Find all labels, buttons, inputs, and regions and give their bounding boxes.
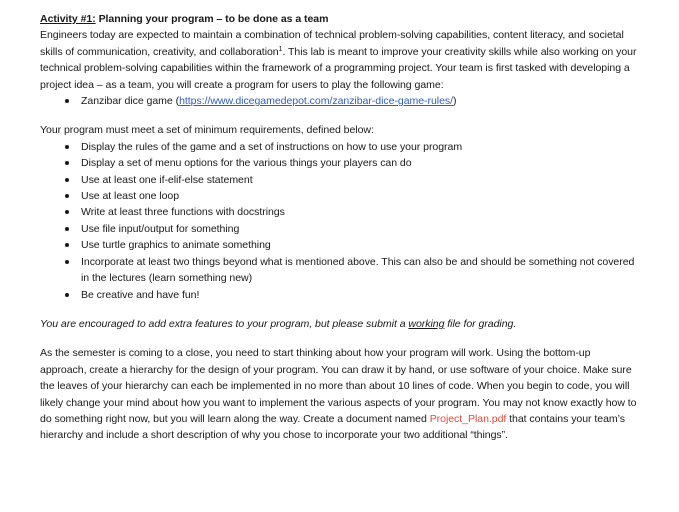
requirements-list <box>40 139 639 303</box>
requirements-intro: Your program must meet a set of minimum requirements, defined below: <box>40 124 374 137</box>
requirement-item: Display a set of menu options for the various things your players can do <box>40 155 639 171</box>
requirement-item: Use at least one if-elif-else statement <box>40 172 639 188</box>
footnote-marker: 1 <box>278 45 283 53</box>
note-text-end: file for grading. <box>444 317 517 330</box>
spacer <box>40 109 639 122</box>
note-emphasis: working <box>408 317 445 330</box>
game-rules-link[interactable]: https://www.dicegamedepot.com/zanzibar-dice-game-rules/ <box>179 95 454 108</box>
closing-text: As the semester is coming to a close, you need to start thinking about how your program will work. Using the bottom-up approach, create a hierarchy for the design of your program. You can draw it by hand, or use software of your choice. Make sure the leaves of your hierarchy can each be implemented in no more than about 10 lines of code. When you begin to code, you will likely change your mind about how you want to implement the various aspects of your program. You may not know exactly how to do something right now, but you will learn along the way. Create a document named <box>40 347 637 425</box>
requirement-item: Use at least one loop <box>40 188 639 204</box>
activity-title: Planning your program – to be done as a team <box>95 13 329 25</box>
activity-heading <box>40 11 639 27</box>
requirement-item: Display the rules of the game and a set of instructions on how to use your program <box>40 139 639 155</box>
intro-paragraph <box>40 27 639 93</box>
spacer <box>40 303 639 316</box>
closing-paragraph <box>40 345 639 443</box>
spacer <box>40 332 639 345</box>
note-text: You are encouraged to add extra features to your program, but please submit a <box>40 317 409 330</box>
requirement-item: Use file input/output for something <box>40 221 639 237</box>
deliverable-filename: Project_Plan.pdf <box>429 412 507 425</box>
game-item <box>40 93 639 109</box>
game-close-paren: ) <box>453 95 457 108</box>
game-list <box>40 93 639 109</box>
requirement-item: Use turtle graphics to animate something <box>40 237 639 253</box>
requirement-item: Be creative and have fun! <box>40 287 639 303</box>
intro-text-continued: . This lab is meant to improve your creativity skills while also working on your technical problem-solving capabilities within the framework of a programming project. Your team is first tasked with developing a project idea – as a team, you will create a program for users to play the following game: <box>40 45 637 91</box>
activity-label: Activity #1: <box>40 13 96 25</box>
requirement-item: Write at least three functions with docstrings <box>40 204 639 220</box>
requirement-item: Incorporate at least two things beyond what is mentioned above. This can also be and should be something not covered in the lectures (learn something new) <box>40 254 639 287</box>
submission-note <box>40 316 639 332</box>
intro-text: Engineers today are expected to maintain a combination of technical problem-solving capabilities, content literacy, and societal skills of communication, creativity, and collaboration <box>40 29 624 58</box>
game-name: Zanzibar dice game ( <box>81 95 180 108</box>
closing-text-end: that contains your team’s hierarchy and include a short description of why you chose to incorporate your two additional “things”. <box>40 412 625 442</box>
